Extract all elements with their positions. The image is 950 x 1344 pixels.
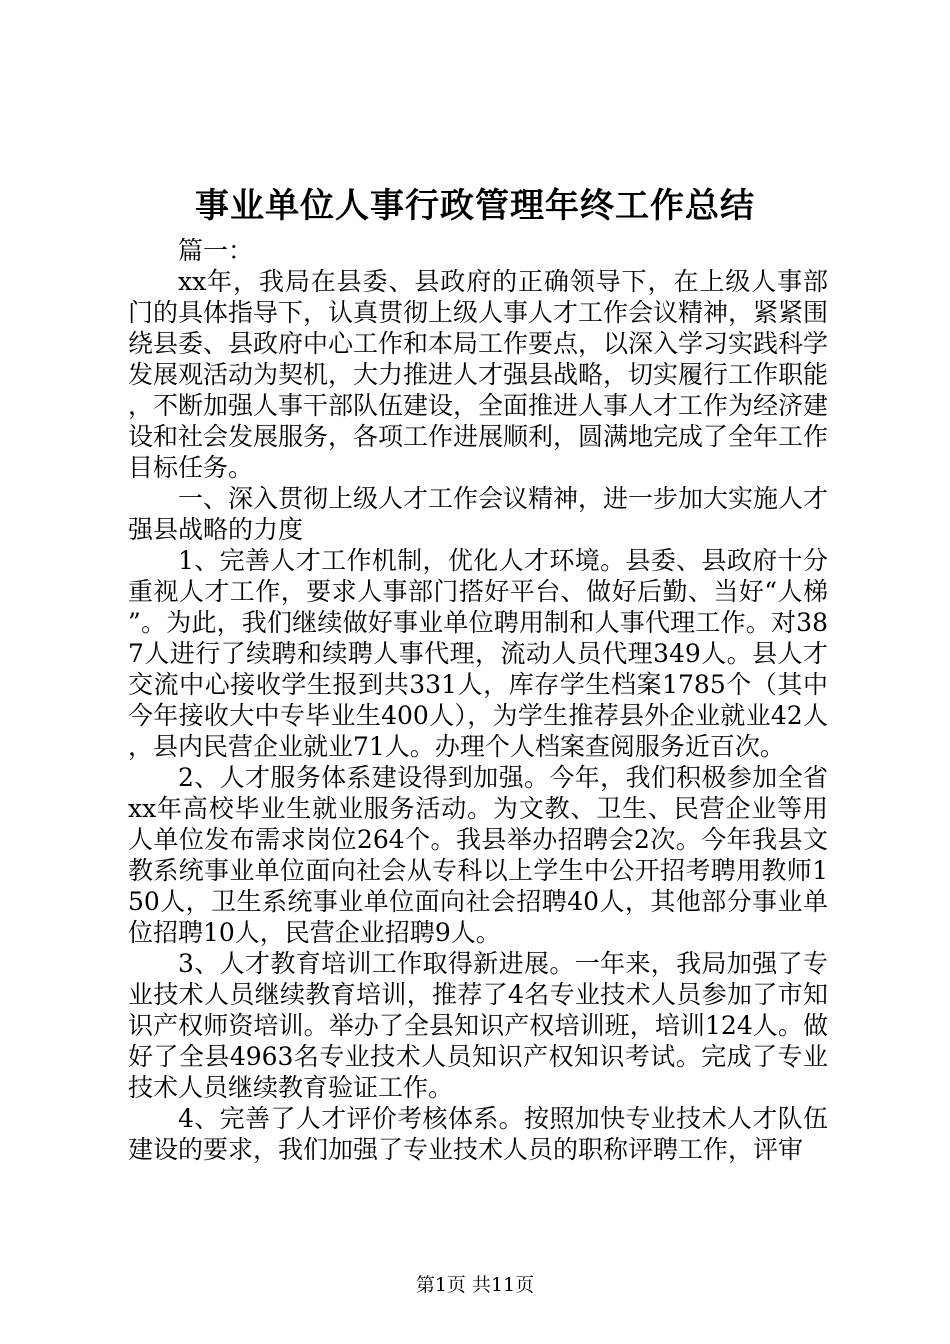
paragraph-intro: xx年，我局在县委、县政府的正确领导下，在上级人事部门的具体指导下，认真贯彻上级人事人才工作会议精神，紧紧围绕县委、县政府中心工作和本局工作要点，以深入学习实践科学发展观活动为契机，大力推进人才强县战略，切实履行工作职能，不断加强人事干部队伍建设，全面推进人事人才工作为经济建设和社会发展服务，各项工作进展顺利，圆满地完成了全年工作目标任务。	[128, 267, 829, 482]
section-heading: 一、深入贯彻上级人才工作会议精神，进一步加大实施人才强县战略的力度	[128, 484, 829, 544]
paragraph-item-3: 3、人才教育培训工作取得新进展。一年来，我局加强了专业技术人员继续教育培训，推荐了4名专业技术人员参加了市知识产权师资培训。举办了全县知识产权培训班，培训124人。做好了全县4963名专业技术人员知识产权知识考试。完成了专业技术人员继续教育验证工作。	[128, 949, 828, 1102]
page-number-footer: 第1页 共11页	[415, 1274, 535, 1296]
paragraph-item-1: 1、完善人才工作机制，优化人才环境。县委、县政府十分重视人才工作，要求人事部门搭好平台、做好后勤、当好“人梯”。为此，我们继续做好事业单位聘用制和人事代理工作。对387人进行了续聘和续聘人事代理，流动人员代理349人。县人才交流中心接收学生报到共331人，库存学生档案1785个（其中今年接收大中专毕业生400人），为学生推荐县外企业就业42人，县内民营企业就业71人。办理个人档案查阅服务近百次。	[128, 546, 828, 761]
paragraph-item-4: 4、完善了人才评价考核体系。按照加快专业技术人才队伍建设的要求，我们加强了专业技术人员的职称评聘工作，评审	[128, 1104, 828, 1164]
paragraph-item-2: 2、人才服务体系建设得到加强。今年，我们积极参加全省xx年高校毕业生就业服务活动。为文教、卫生、民营企业等用人单位发布需求岗位264个。我县举办招聘会2次。今年我县文教系统事业单位面向社会从专科以上学生中公开招考聘用教师150人，卫生系统事业单位面向社会招聘40人，其他部分事业单位招聘10人，民营企业招聘9人。	[128, 763, 828, 947]
document-body	[128, 235, 828, 1165]
section-label: 篇一：	[178, 236, 254, 265]
document-title: 事业单位人事行政管理年终工作总结	[195, 186, 755, 226]
